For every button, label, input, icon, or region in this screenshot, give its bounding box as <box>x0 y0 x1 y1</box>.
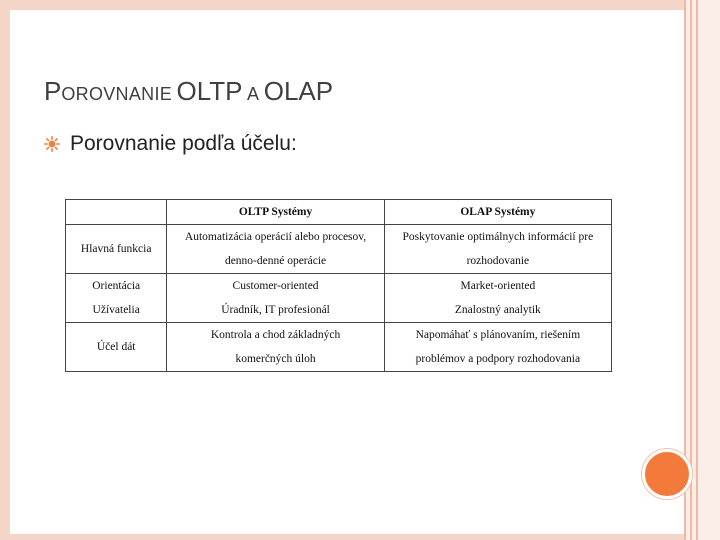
title-word: OLAP <box>263 76 334 106</box>
cell-text: Napomáhať s plánovaním, riešením <box>415 329 581 341</box>
table-cell-oltp <box>167 323 384 372</box>
sun-bullet-icon <box>44 136 60 152</box>
table-cell-olap <box>384 323 611 372</box>
comparison-table <box>65 199 612 372</box>
cell-text: problémov a podpory rozhodovania <box>415 353 581 365</box>
decor-circle-icon <box>642 449 692 499</box>
bullet-item <box>44 132 297 156</box>
cell-text: Kontrola a chod základných <box>210 329 341 341</box>
cell-text: Poskytovanie optimálnych informácií pre <box>402 231 594 243</box>
table-header-row <box>66 200 612 225</box>
table-header-cell <box>66 200 167 225</box>
cell-text: Market-oriented <box>460 280 536 292</box>
table-cell-label <box>66 323 167 372</box>
cell-text: Znalostný analytik <box>454 304 541 316</box>
decor-line <box>696 0 698 540</box>
table-cell-label <box>66 225 167 274</box>
cell-text: komerčných úloh <box>235 353 316 365</box>
frame-bottom-border <box>0 534 720 540</box>
table-header-cell: OLAP Systémy <box>384 200 611 225</box>
cell-text: Užívatelia <box>92 304 140 316</box>
cell-text: Úradník, IT profesionál <box>221 304 330 316</box>
table-row <box>66 225 612 274</box>
slide-title <box>44 76 333 107</box>
table-cell-oltp <box>167 225 384 274</box>
cell-text: Customer-oriented <box>232 280 319 292</box>
decor-line <box>690 0 692 540</box>
table-cell-olap <box>384 274 611 323</box>
cell-text: Automatizácia operácií alebo procesov, <box>184 231 367 243</box>
table-cell-oltp <box>167 274 384 323</box>
cell-text: denno-denné operácie <box>224 255 327 267</box>
title-word: A <box>246 84 260 104</box>
table-row <box>66 323 612 372</box>
frame-top-border <box>0 0 720 10</box>
bullet-text: Porovnanie podľa účelu: <box>70 132 297 155</box>
cell-text: rozhodovanie <box>466 255 530 267</box>
frame-left-border <box>0 0 10 540</box>
cell-text: Hlavná funkcia <box>80 243 152 255</box>
title-word: OLTP <box>176 76 243 106</box>
table-cell-olap <box>384 225 611 274</box>
cell-text: Účel dát <box>96 341 136 353</box>
cell-text: Orientácia <box>92 280 141 292</box>
table-header-cell: OLTP Systémy <box>167 200 384 225</box>
table-row <box>66 274 612 323</box>
title-cap-letter: P <box>44 76 62 106</box>
title-word: OROVNANIE <box>61 84 173 104</box>
table-cell-label <box>66 274 167 323</box>
